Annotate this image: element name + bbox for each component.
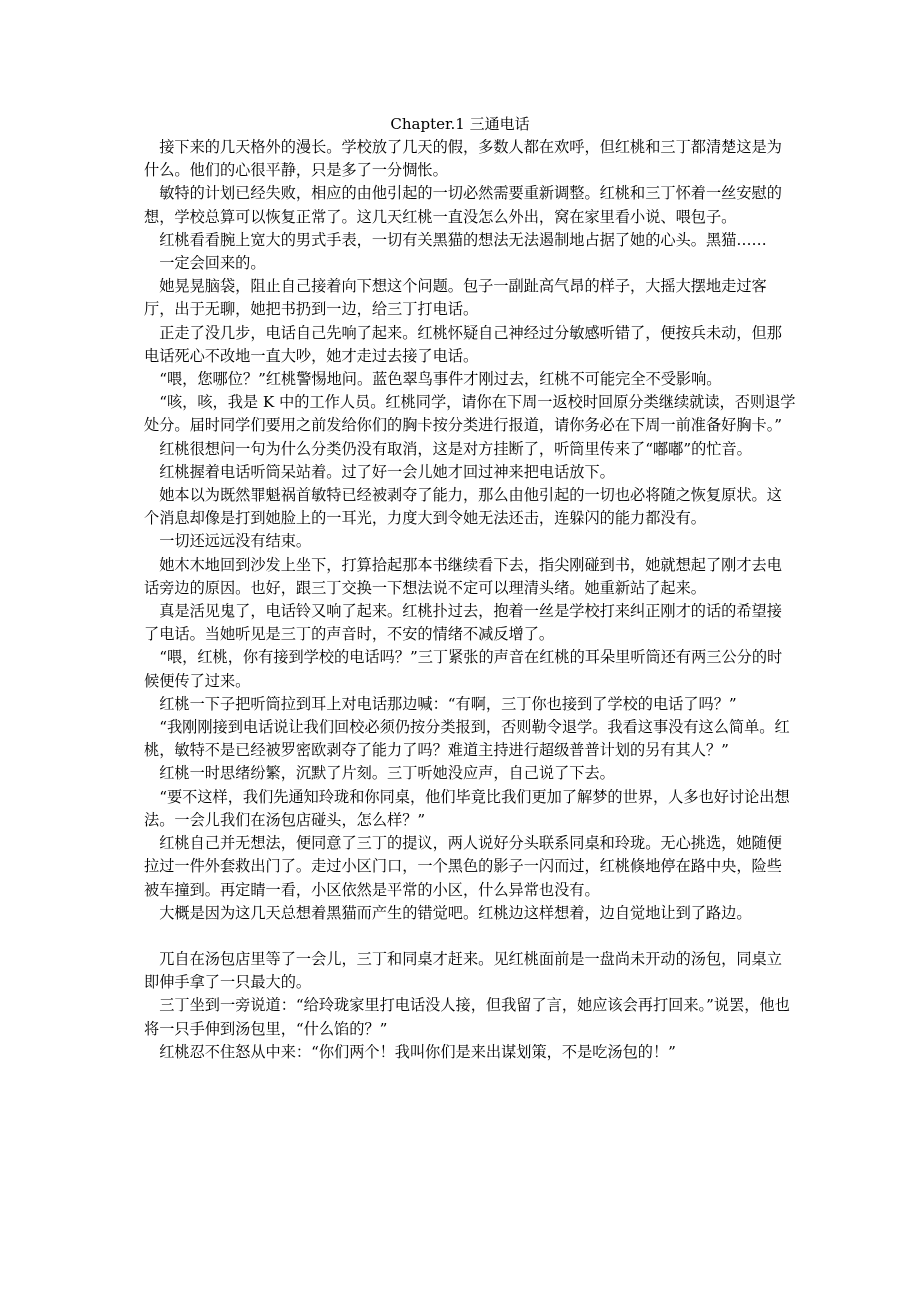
paragraph: 大概是因为这几天总想着黑猫而产生的错觉吧。红桃边这样想着，边自觉地让到了路边。 [159,903,752,922]
paragraph: 接下来的几天格外的漫长。学校放了几天的假，多数人都在欢呼，但红桃和三丁都清楚这是为什么。他们的心很平静，只是多了一分惆怅。 [144,138,782,180]
chapter-body [144,136,796,1064]
paragraph: 正走了没几步，电话自己先响了起来。红桃怀疑自己神经过分敏感听错了，便按兵未动，但那电话死心不改地一直大吵，她才走过去接了电话。 [144,323,782,365]
paragraph: 红桃忍不住怒从中来：“你们两个！我叫你们是来出谋划策，不是吃汤包的！” [159,1042,676,1061]
paragraph: 红桃看看腕上宽大的男式手表，一切有关黑猫的想法无法遏制地占据了她的心头。黑猫…… [159,230,767,249]
paragraph: “咳，咳，我是 K 中的工作人员。红桃同学，请你在下周一返校时回原分类继续就读，否则退学处分。届时同学们要用之前发给你们的胸卡按分类进行报道，请你务必在下周一前准备好胸卡。” [144,393,796,435]
paragraph: 真是活见鬼了，电话铃又响了起来。红桃扑过去，抱着一丝是学校打来纠正刚才的话的希望接了电话。当她听见是三丁的声音时，不安的情绪不减反增了。 [144,602,782,644]
chapter-title: Chapter.1 三通电话 [390,115,530,133]
paragraph: 她木木地回到沙发上坐下，打算拾起那本书继续看下去，指尖刚碰到书，她就想起了刚才去电话旁边的原因。也好，跟三丁交换一下想法说不定可以理清头绪。她重新站了起来。 [144,555,782,597]
paragraph: 兀自在汤包店里等了一会儿，三丁和同桌才赶来。见红桃面前是一盘尚未开动的汤包，同桌立即伸手拿了一只最大的。 [144,949,782,992]
paragraph: 三丁坐到一旁说道：“给玲珑家里打电话没人接，但我留了言，她应该会再打回来。”说罢，他也将一只手伸到汤包里，“什么馅的？” [144,996,790,1038]
paragraph: 一定会回来的。 [159,254,266,273]
paragraph: 红桃握着电话听筒呆站着。过了好一会儿她才回过神来把电话放下。 [159,462,615,481]
paragraph: “要不这样，我们先通知玲珑和你同桌，他们毕竟比我们更加了解梦的世界，人多也好讨论出想法。一会儿我们在汤包店碰头，怎么样？” [144,787,790,829]
paragraph: 一切还远远没有结束。 [159,532,312,551]
paragraph: 红桃很想问一句为什么分类仍没有取消，这是对方挂断了，听筒里传来了“嘟嘟”的忙音。 [159,439,752,458]
paragraph: “喂，红桃，你有接到学校的电话吗？”三丁紧张的声音在红桃的耳朵里听筒还有两三公分的时候便传了过来。 [144,648,783,690]
paragraph: 红桃一下子把听筒拉到耳上对电话那边喊：“有啊，三丁你也接到了学校的电话了吗？” [159,694,737,713]
paragraph-gap [144,925,796,948]
paragraph: 红桃自己并无想法，便同意了三丁的提议，两人说好分头联系同桌和玲珑。无心挑选，她随便拉过一件外套救出门了。走过小区门口，一个黑色的影子一闪而过，红桃倏地停在路中央，险些被车撞到。再定睛一看，小区依然是平常的小区，什么异常也没有。 [144,834,782,899]
paragraph: 她晃晃脑袋，阻止自己接着向下想这个问题。包子一副趾高气昂的样子，大摇大摆地走过客厅，出于无聊，她把书扔到一边，给三丁打电话。 [144,277,767,319]
paragraph: 敏特的计划已经失败，相应的由他引起的一切必然需要重新调整。红桃和三丁怀着一丝安慰的想，学校总算可以恢复正常了。这几天红桃一直没怎么外出，窝在家里看小说、喂包子。 [144,184,782,226]
paragraph: 红桃一时思绪纷繁，沉默了片刻。三丁听她没应声，自己说了下去。 [159,764,615,783]
paragraph: 她本以为既然罪魁祸首敏特已经被剥夺了能力，那么由他引起的一切也必将随之恢复原状。这个消息却像是打到她脸上的一耳光，力度大到令她无法还击，连躲闪的能力都没有。 [144,486,782,528]
paragraph: “喂，您哪位？”红桃警惕地问。蓝色翠鸟事件才刚过去，红桃不可能完全不受影响。 [159,370,722,389]
paragraph: “我刚刚接到电话说让我们回校必须仍按分类报到，否则勒令退学。我看这事没有这么简单。红桃，敏特不是已经被罗密欧剥夺了能力了吗？难道主持进行超级普普计划的另有其人？” [144,718,790,760]
